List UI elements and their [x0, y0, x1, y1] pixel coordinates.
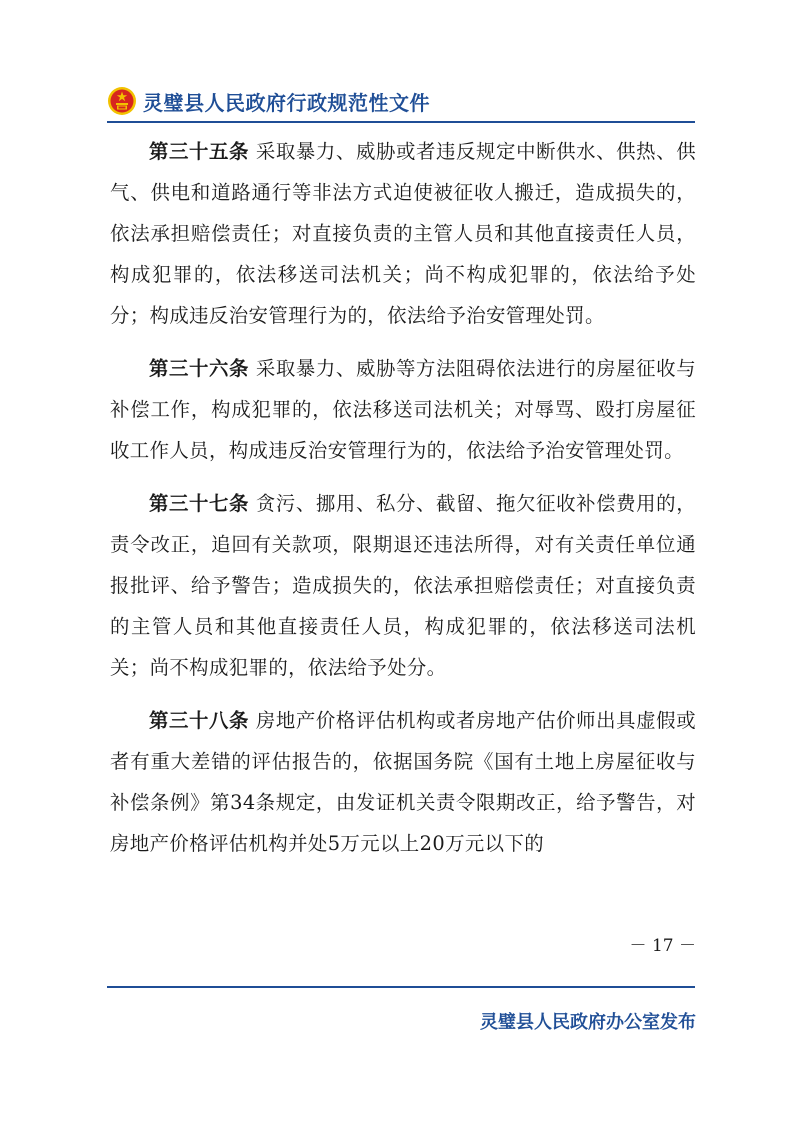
document-header	[107, 84, 430, 118]
document-body	[110, 131, 696, 876]
national-emblem-icon	[107, 86, 137, 116]
article-35	[110, 131, 696, 336]
article-text: 房地产价格评估机构或者房地产估价师出具虚假或者有重大差错的评估报告的，依据国务院《国有土地上房屋征收与补偿条例》第34条规定，由发证机关责令限期改正，给予警告，对房地产价格评估机构并处5万元以上20万元以下的	[110, 709, 696, 855]
article-title: 第三十八条	[149, 709, 250, 732]
article-title: 第三十七条	[149, 492, 250, 515]
footer-publisher: 灵璧县人民政府办公室发布	[480, 1012, 696, 1033]
footer-divider	[107, 986, 695, 988]
article-text: 采取暴力、威胁等方法阻碍依法进行的房屋征收与补偿工作，构成犯罪的，依法移送司法机关；对辱骂、殴打房屋征收工作人员，构成违反治安管理行为的，依法给予治安管理处罚。	[110, 357, 696, 462]
article-text: 贪污、挪用、私分、截留、拖欠征收补偿费用的，责令改正，追回有关款项，限期退还违法所得，对有关责任单位通报批评、给予警告；造成损失的，依法承担赔偿责任；对直接负责的主管人员和其他直接责任人员，构成犯罪的，依法移送司法机关；尚不构成犯罪的，依法给予处分。	[110, 492, 696, 679]
article-36	[110, 348, 696, 471]
header-divider	[107, 121, 695, 123]
article-38	[110, 700, 696, 864]
page-number: － 17 －	[629, 936, 696, 956]
article-text: 采取暴力、威胁或者违反规定中断供水、供热、供气、供电和道路通行等非法方式迫使被征收人搬迁，造成损失的，依法承担赔偿责任；对直接负责的主管人员和其他直接责任人员，构成犯罪的，依法移送司法机关；尚不构成犯罪的，依法给予处分；构成违反治安管理行为的，依法给予治安管理处罚。	[110, 140, 696, 327]
article-title: 第三十五条	[149, 140, 250, 163]
article-37	[110, 483, 696, 688]
document-series-title: 灵璧县人民政府行政规范性文件	[143, 90, 430, 115]
article-title: 第三十六条	[149, 357, 250, 380]
